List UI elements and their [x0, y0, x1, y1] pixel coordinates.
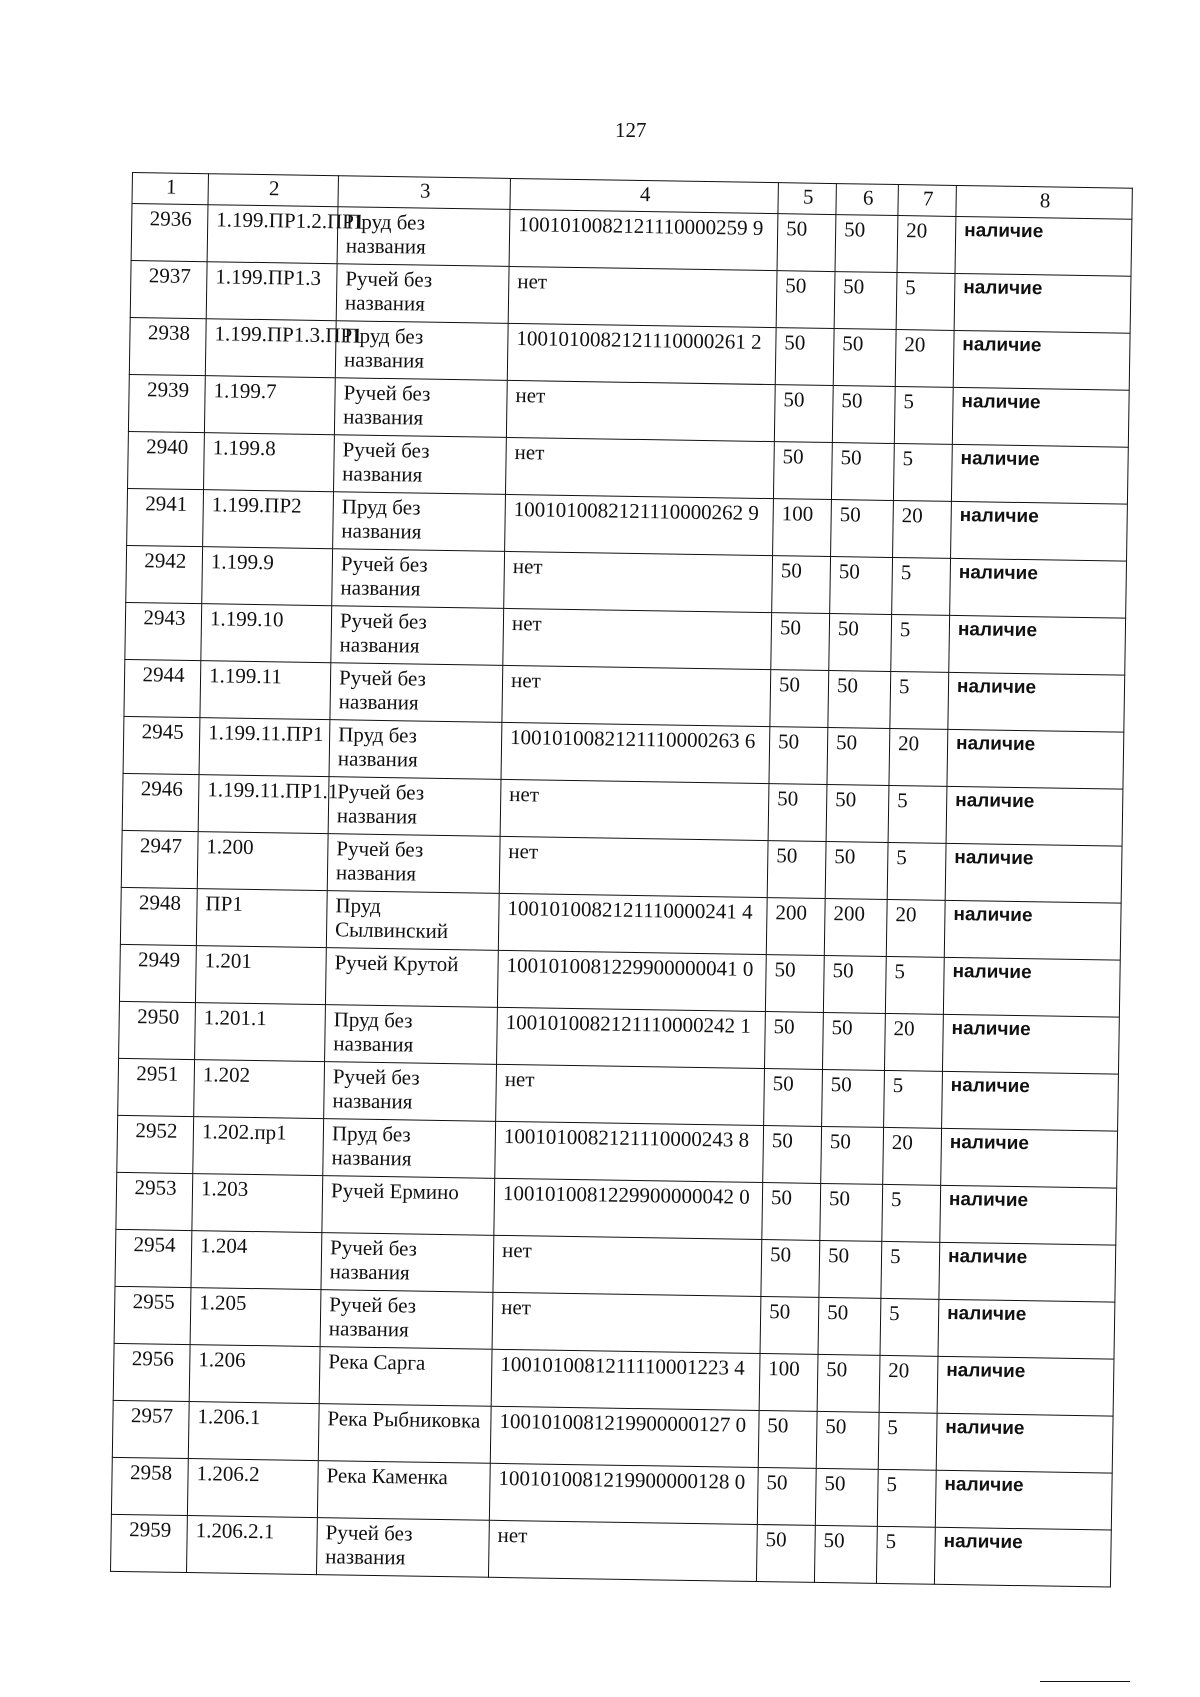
value-col-6: 50 — [828, 671, 891, 729]
registry-code: нет — [492, 1292, 761, 1353]
object-name: Ручей без названия — [331, 606, 504, 666]
value-col-6: 50 — [822, 1012, 885, 1070]
value-col-6: 50 — [815, 1468, 878, 1526]
row-number: 2939 — [128, 374, 205, 432]
availability-status: наличие — [942, 1014, 1119, 1074]
object-code: 1.201 — [195, 946, 326, 1005]
row-number: 2943 — [125, 602, 202, 660]
availability-status: наличие — [934, 1527, 1111, 1587]
value-col-6: 50 — [831, 443, 894, 501]
row-number: 2947 — [121, 830, 198, 888]
row-number: 2952 — [117, 1115, 194, 1173]
registry-code: нет — [499, 836, 768, 897]
value-col-6: 50 — [818, 1297, 881, 1355]
object-name: Ручей без названия — [336, 264, 509, 324]
value-col-5: 50 — [764, 1069, 823, 1127]
row-number: 2940 — [128, 431, 205, 489]
value-col-6: 50 — [823, 955, 886, 1013]
object-code: 1.202 — [194, 1060, 325, 1119]
availability-status: наличие — [940, 1185, 1117, 1245]
value-col-7: 20 — [895, 330, 954, 388]
registry-code: 1001010082121110000263 6 — [501, 722, 770, 783]
column-header: 4 — [510, 178, 778, 213]
value-col-7: 5 — [882, 1184, 941, 1242]
value-col-7: 20 — [879, 1355, 938, 1413]
value-col-5: 100 — [759, 1354, 818, 1412]
value-col-7: 5 — [890, 671, 949, 729]
column-header: 5 — [778, 183, 836, 215]
row-number: 2954 — [115, 1229, 192, 1287]
value-col-7: 5 — [896, 273, 955, 331]
value-col-5: 50 — [762, 1183, 821, 1241]
registry-code: 1001010082121110000261 2 — [507, 323, 776, 384]
value-col-5: 50 — [760, 1297, 819, 1355]
registry-code: 1001010082121110000259 9 — [509, 209, 778, 270]
value-col-6: 50 — [819, 1240, 882, 1298]
availability-status: наличие — [955, 216, 1132, 276]
object-name: Река Каменка — [317, 1461, 490, 1521]
availability-status: наличие — [941, 1128, 1118, 1188]
row-number: 2941 — [127, 488, 204, 546]
value-col-6: 50 — [816, 1411, 879, 1469]
value-col-7: 5 — [877, 1469, 936, 1527]
object-code: ПР1 — [196, 889, 327, 948]
page-number: 127 — [615, 118, 647, 142]
row-number: 2938 — [129, 317, 206, 375]
row-number: 2951 — [118, 1058, 195, 1116]
value-col-7: 5 — [878, 1412, 937, 1470]
availability-status: наличие — [954, 273, 1131, 333]
value-col-7: 5 — [888, 785, 947, 843]
row-number: 2955 — [114, 1286, 191, 1344]
object-code: 1.206.2.1 — [187, 1516, 318, 1575]
availability-status: наличие — [944, 900, 1121, 960]
object-code: 1.199.11 — [200, 661, 331, 720]
value-col-6: 50 — [831, 500, 894, 558]
value-col-6: 50 — [814, 1525, 877, 1583]
value-col-5: 50 — [757, 1467, 816, 1525]
object-name: Ручей Крутой — [325, 948, 498, 1008]
value-col-7: 5 — [876, 1526, 935, 1584]
object-code: 1.199.ПР1.3.ПР1 — [205, 319, 336, 378]
value-col-7: 5 — [894, 387, 953, 445]
value-col-6: 50 — [829, 614, 892, 672]
row-number: 2959 — [111, 1514, 188, 1572]
availability-status: наличие — [935, 1470, 1112, 1530]
availability-status: наличие — [951, 444, 1128, 504]
row-number: 2942 — [126, 545, 203, 603]
registry-code: 1001010082121110000243 8 — [495, 1121, 764, 1182]
object-code: 1.206.1 — [188, 1402, 319, 1461]
column-header: 3 — [338, 176, 510, 210]
object-code: 1.206.2 — [187, 1459, 318, 1518]
value-col-7: 5 — [892, 557, 951, 615]
registry-code: нет — [504, 551, 773, 612]
value-col-7: 5 — [880, 1298, 939, 1356]
value-col-7: 20 — [897, 216, 956, 274]
value-col-6: 50 — [825, 841, 888, 899]
availability-status: наличие — [939, 1242, 1116, 1302]
value-col-7: 20 — [884, 1013, 943, 1071]
value-col-5: 50 — [765, 955, 824, 1013]
registry-code: нет — [493, 1235, 762, 1296]
value-col-6: 50 — [826, 784, 889, 842]
value-col-5: 50 — [774, 385, 833, 443]
availability-status: наличие — [950, 558, 1127, 618]
registry-table-wrapper — [110, 172, 1132, 1588]
availability-status: наличие — [946, 786, 1123, 846]
value-col-7: 5 — [893, 444, 952, 502]
object-name: Пруд без названия — [329, 720, 502, 780]
value-col-6: 200 — [824, 898, 887, 956]
object-code: 1.199.9 — [202, 547, 333, 606]
value-col-6: 50 — [834, 272, 897, 330]
column-header: 8 — [956, 185, 1132, 219]
row-number: 2948 — [120, 887, 197, 945]
value-col-5: 50 — [763, 1126, 822, 1184]
object-code: 1.199.ПР1.2.ПР1 — [207, 205, 338, 264]
registry-code: нет — [488, 1520, 757, 1581]
object-code: 1.202.пр1 — [193, 1117, 324, 1176]
object-code: 1.199.8 — [204, 433, 335, 492]
bottom-rule — [1040, 1681, 1130, 1682]
value-col-5: 50 — [769, 727, 828, 785]
object-name: Ручей без названия — [334, 435, 507, 495]
registry-code: 1001010081229900000042 0 — [494, 1178, 763, 1239]
object-name: Ручей без названия — [316, 1518, 489, 1578]
availability-status: наличие — [951, 501, 1128, 561]
value-col-7: 5 — [887, 842, 946, 900]
object-name: Ручей без названия — [332, 549, 505, 609]
value-col-5: 50 — [768, 784, 827, 842]
value-col-7: 5 — [884, 1070, 943, 1128]
object-code: 1.203 — [192, 1174, 323, 1233]
column-header: 6 — [836, 184, 898, 216]
value-col-7: 5 — [885, 956, 944, 1014]
object-name: Пруд без названия — [337, 207, 510, 267]
object-name: Ручей без названия — [320, 1290, 493, 1350]
object-name: Пруд без названия — [325, 1005, 498, 1065]
column-header: 7 — [898, 185, 956, 217]
row-number: 2936 — [131, 204, 208, 262]
value-col-6: 50 — [833, 329, 896, 387]
object-code: 1.204 — [191, 1231, 322, 1290]
value-col-5: 50 — [764, 1012, 823, 1070]
object-name: Ручей без названия — [334, 378, 507, 438]
row-number: 2946 — [122, 773, 199, 831]
registry-code: нет — [496, 1064, 765, 1125]
value-col-5: 50 — [770, 670, 829, 728]
availability-status: наличие — [937, 1356, 1114, 1416]
object-name: Ручей Ермино — [322, 1176, 495, 1236]
object-name: Пруд Сылвинский — [326, 891, 499, 951]
row-number: 2950 — [119, 1001, 196, 1059]
value-col-5: 50 — [761, 1240, 820, 1298]
object-code: 1.199.10 — [201, 604, 332, 663]
object-name: Ручей без названия — [327, 834, 500, 894]
registry-code: 1001010081219900000127 0 — [490, 1406, 759, 1467]
value-col-7: 5 — [891, 614, 950, 672]
object-code: 1.206 — [189, 1345, 320, 1404]
value-col-5: 200 — [766, 898, 825, 956]
object-name: Пруд без названия — [323, 1119, 496, 1179]
registry-code: 1001010081211110001223 4 — [491, 1349, 760, 1410]
availability-status: наличие — [949, 615, 1126, 675]
registry-code: 1001010082121110000242 1 — [497, 1007, 766, 1068]
value-col-6: 50 — [835, 215, 898, 273]
value-col-5: 50 — [771, 613, 830, 671]
value-col-6: 50 — [821, 1126, 884, 1184]
column-header: 2 — [208, 174, 338, 207]
row-number: 2958 — [111, 1457, 188, 1515]
value-col-5: 50 — [777, 214, 836, 272]
value-col-6: 50 — [817, 1354, 880, 1412]
row-number: 2944 — [124, 659, 201, 717]
object-code: 1.199.ПР1.3 — [206, 262, 337, 321]
row-number: 2956 — [113, 1343, 190, 1401]
object-code: 1.199.11.ПР1 — [199, 718, 330, 777]
table-body — [111, 204, 1132, 1588]
availability-status: наличие — [947, 729, 1124, 789]
value-col-6: 50 — [832, 386, 895, 444]
value-col-6: 50 — [822, 1069, 885, 1127]
registry-code: нет — [502, 665, 771, 726]
object-name: Река Рыбниковка — [318, 1404, 491, 1464]
object-code: 1.201.1 — [195, 1003, 326, 1062]
value-col-5: 50 — [756, 1524, 815, 1582]
value-col-5: 100 — [773, 499, 832, 557]
column-header: 1 — [132, 173, 208, 205]
registry-code: нет — [505, 437, 774, 498]
registry-code: нет — [506, 380, 775, 441]
value-col-6: 50 — [827, 727, 890, 785]
object-name: Ручей без названия — [321, 1233, 494, 1293]
object-code: 1.199.7 — [204, 376, 335, 435]
value-col-5: 50 — [758, 1411, 817, 1469]
object-name: Ручей без названия — [328, 777, 501, 837]
registry-code: нет — [500, 779, 769, 840]
value-col-5: 50 — [767, 841, 826, 899]
availability-status: наличие — [942, 1071, 1119, 1131]
row-number: 2945 — [123, 716, 200, 774]
availability-status: наличие — [936, 1413, 1113, 1473]
object-name: Пруд без названия — [335, 321, 508, 381]
availability-status: наличие — [948, 672, 1125, 732]
availability-status: наличие — [952, 387, 1129, 447]
value-col-5: 50 — [773, 442, 832, 500]
object-name: Ручей без названия — [330, 663, 503, 723]
value-col-7: 20 — [889, 728, 948, 786]
value-col-5: 50 — [772, 556, 831, 614]
registry-code: 1001010082121110000241 4 — [498, 893, 767, 954]
water-bodies-table — [110, 172, 1133, 1588]
availability-status: наличие — [945, 843, 1122, 903]
row-number: 2949 — [119, 944, 196, 1002]
registry-code: нет — [508, 266, 777, 327]
availability-status: наличие — [938, 1299, 1115, 1359]
object-code: 1.199.ПР2 — [203, 490, 334, 549]
row-number: 2957 — [112, 1400, 189, 1458]
row-number: 2937 — [130, 260, 207, 318]
registry-code: 1001010081229900000041 0 — [497, 950, 766, 1011]
value-col-6: 50 — [820, 1183, 883, 1241]
value-col-7: 20 — [893, 501, 952, 559]
registry-code: нет — [503, 608, 772, 669]
registry-code: 1001010082121110000262 9 — [505, 494, 774, 555]
value-col-5: 50 — [775, 328, 834, 386]
value-col-7: 5 — [881, 1241, 940, 1299]
availability-status: наличие — [943, 957, 1120, 1017]
registry-code: 1001010081219900000128 0 — [489, 1463, 758, 1524]
object-name: Ручей без названия — [324, 1062, 497, 1122]
object-code: 1.200 — [197, 832, 328, 891]
row-number: 2953 — [116, 1172, 193, 1230]
value-col-5: 50 — [776, 271, 835, 329]
value-col-6: 50 — [830, 557, 893, 615]
value-col-7: 20 — [883, 1127, 942, 1185]
object-name: Река Сарга — [319, 1347, 492, 1407]
availability-status: наличие — [953, 330, 1130, 390]
object-name: Пруд без названия — [333, 492, 506, 552]
value-col-7: 20 — [886, 899, 945, 957]
object-code: 1.199.11.ПР1.1 — [198, 775, 329, 834]
object-code: 1.205 — [190, 1288, 321, 1347]
